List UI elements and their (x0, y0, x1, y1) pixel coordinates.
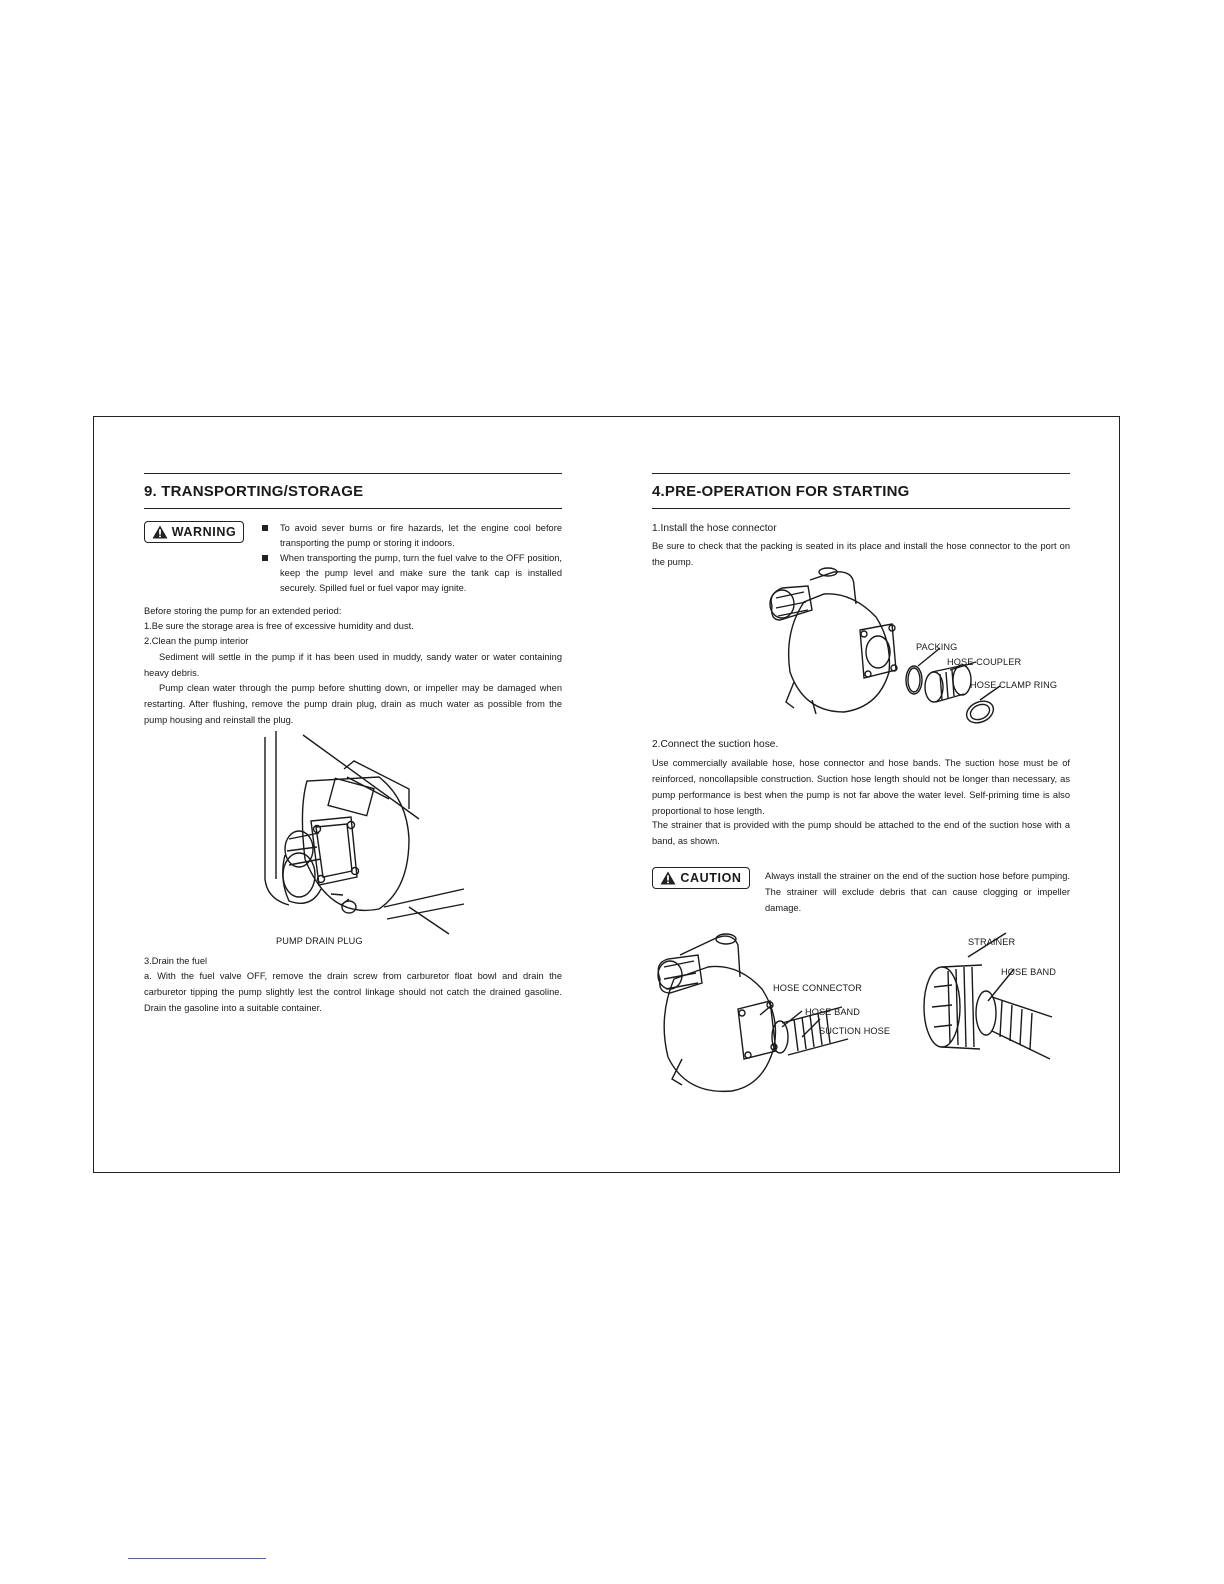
step-2-paragraph-2: Pump clean water through the pump before shutting down, or impeller may be damaged when restarting. After flushing, remove the pump drain plug, drain as much water as possible from the pump housing and reinstall the plug. (144, 683, 562, 725)
title-bottom-rule (144, 508, 562, 509)
strainer-label: STRAINER (968, 937, 1016, 947)
warning-badge (144, 521, 244, 543)
hose-clamp-ring-label: HOSE CLAMP RING (970, 680, 1058, 690)
caution-text: Always install the strainer on the end of the suction hose before pumping. The strainer will exclude debris that can cause clogging or impeller damage. (765, 871, 1070, 913)
caution-icon (660, 871, 676, 885)
connect-suction-hose-heading: 2.Connect the suction hose. (652, 739, 779, 750)
title-top-rule (652, 473, 1070, 474)
warning-label: WARNING (171, 525, 237, 539)
connect-suction-hose-paragraph-2: The strainer that is provided with the pump should be attached to the end of the suction hose with a band, as shown. (652, 820, 1070, 846)
pump-drain-plug-label: PUMP DRAIN PLUG (276, 936, 363, 946)
manual-spread-frame (93, 416, 1120, 1173)
right-page-title: 4.PRE-OPERATION FOR STARTING (652, 483, 910, 500)
packing-label: PACKING (916, 642, 958, 652)
warning-list (260, 521, 562, 596)
strainer-hose-band-label: HOSE BAND (1001, 967, 1057, 977)
install-hose-connector-paragraph: Be sure to check that the packing is seated in its place and install the hose connector to the port on the pump. (652, 541, 1070, 567)
title-top-rule (144, 473, 562, 474)
title-bottom-rule (652, 508, 1070, 509)
install-hose-connector-heading: 1.Install the hose connector (652, 523, 777, 534)
storage-step-3: 3.Drain the fuel (144, 956, 208, 966)
step-3-paragraph: a. With the fuel valve OFF, remove the drain screw from carburetor float bowl and drain the carburetor tipping the pump slightly lest the control linkage should not catch the drained gasoline. Drain the gasoline into a suitable container. (144, 971, 562, 1013)
hose-band-label: HOSE BAND (805, 1007, 861, 1017)
hose-connector-label: HOSE CONNECTOR (773, 983, 863, 993)
step-2-paragraph-1: Sediment will settle in the pump if it has been used in muddy, sandy water or water containing heavy debris. (144, 652, 562, 678)
hose-connector-illustration (764, 562, 994, 737)
footer-rule (128, 1558, 266, 1559)
suction-hose-strainer-illustration (652, 927, 1072, 1097)
connect-suction-hose-paragraph-1: Use commercially available hose, hose connector and hose bands. The suction hose must be of reinforced, noncollapsible construction. Suction hose length should not be longer than necessary, as pump performance is best when the pump is not far above the water level. Self-priming time is also proportional to hose length. (652, 758, 1070, 816)
suction-hose-label: SUCTION HOSE (819, 1026, 891, 1036)
hose-coupler-label: HOSE COUPLER (947, 657, 1022, 667)
caution-label: CAUTION (680, 871, 742, 885)
warning-item: When transporting the pump, turn the fuel valve to the OFF position, keep the pump level and make sure the tank cap is installed securely. Spilled fuel or fuel vapor may ignite. (260, 551, 562, 596)
pump-drain-plug-illustration (259, 729, 469, 944)
warning-icon (152, 525, 168, 539)
storage-step-2: 2.Clean the pump interior (144, 636, 249, 646)
storage-step-1: 1.Be sure the storage area is free of excessive humidity and dust. (144, 621, 414, 631)
left-page-title: 9. TRANSPORTING/STORAGE (144, 483, 364, 500)
warning-item: To avoid sever burns or fire hazards, let the engine cool before transporting the pump or storing it indoors. (260, 521, 562, 551)
caution-badge (652, 867, 750, 889)
storage-intro: Before storing the pump for an extended period: (144, 606, 342, 616)
